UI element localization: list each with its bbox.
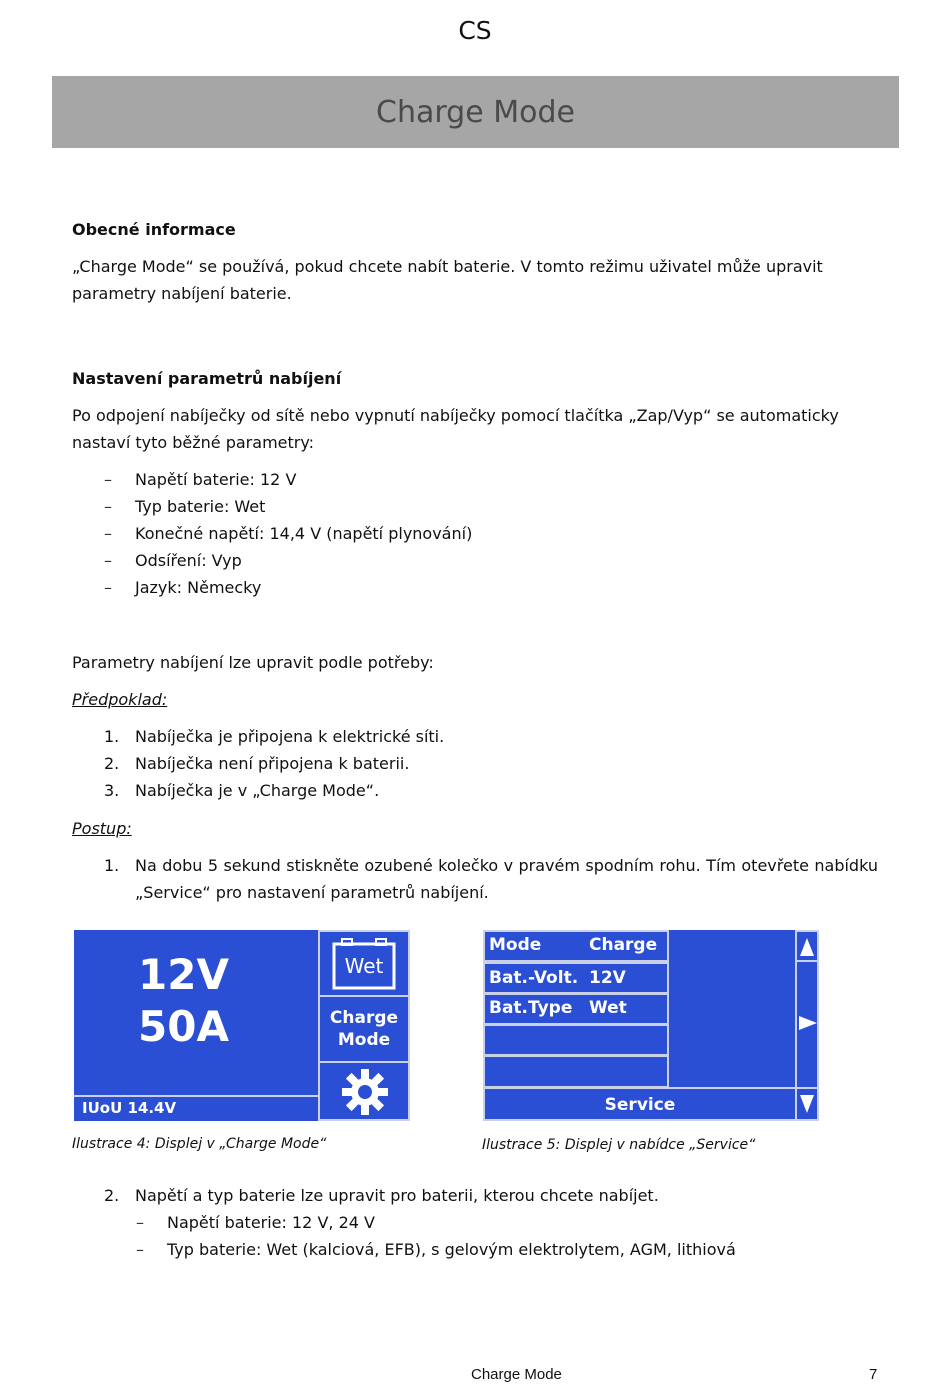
adjust-text: Parametry nabíjení lze upravit podle potřeby: [72,653,434,672]
arrow-right-icon[interactable] [799,1016,817,1030]
list-number: 1. [104,856,120,875]
list-item: Nabíječka není připojena k baterii. [135,754,410,773]
charge-curve-status: IUoU 14.4V [82,1099,177,1117]
menu-row[interactable] [483,962,669,994]
voltage-readout: 12V [138,950,229,999]
figure-caption-4: Ilustrace 4: Displej v „Charge Mode“ [72,1136,327,1152]
list-item: Jazyk: Německy [135,578,262,597]
general-text: „Charge Mode“ se používá, pokud chcete nabít baterie. V tomto režimu uživatel může upravit parametry nabíjení baterie. [72,257,823,303]
page-number: 7 [869,1366,878,1383]
params-heading: Nastavení parametrů nabíjení [72,369,342,388]
menu-row-value: 12V [589,968,626,988]
charge-mode-label-2: Mode [337,1030,391,1050]
charge-mode-tile[interactable] [318,995,410,1063]
list-item: Odsíření: Vyp [135,551,242,570]
battery-type-tile[interactable] [318,930,410,997]
step1-text: Na dobu 5 sekund stiskněte ozubené kolečko v pravém spodním rohu. Tím otevřete nabídku „Service“ pro nastavení parametrů nabíjení. [135,856,878,902]
menu-row-label: Bat.-Volt. [489,968,579,988]
service-label: Service [604,1095,676,1115]
procedure-label: Postup: [72,819,132,838]
menu-row-empty[interactable] [483,1024,669,1056]
scroll-up-button[interactable] [795,930,819,962]
dash-bullet: – [104,497,112,516]
step2-text: Napětí a typ baterie lze upravit pro baterii, kterou chcete nabíjet. [135,1186,659,1205]
arrow-up-icon [800,938,814,956]
gear-icon [340,1067,390,1117]
menu-row-value: Charge [589,935,658,955]
settings-gear-button[interactable] [318,1061,410,1121]
current-readout: 50A [138,1002,229,1051]
service-bar [483,1087,797,1121]
language-code: CS [458,16,492,45]
page-title: Charge Mode [376,94,575,130]
menu-row[interactable] [483,930,669,962]
footer-title: Charge Mode [471,1366,562,1383]
list-number: 2. [104,754,120,773]
menu-row-label: Bat.Type [489,998,573,1018]
dash-bullet: – [136,1213,144,1232]
menu-row-value: Wet [589,998,627,1018]
list-item: Konečné napětí: 14,4 V (napětí plynování) [135,524,473,543]
display-service-menu [483,930,819,1121]
params-intro: Po odpojení nabíječky od sítě nebo vypnutí nabíječky pomocí tlačítka „Zap/Vyp“ se automaticky nastaví tyto běžné parametry: [72,406,839,452]
menu-row[interactable] [483,993,669,1025]
list-item: Napětí baterie: 12 V [135,470,297,489]
list-number: 1. [104,727,120,746]
scroll-down-button[interactable] [795,1087,819,1121]
battery-type-label: Wet [344,954,384,978]
dash-bullet: – [104,551,112,570]
list-item: Napětí baterie: 12 V, 24 V [167,1213,375,1232]
list-number: 2. [104,1186,120,1205]
dash-bullet: – [104,524,112,543]
general-heading: Obecné informace [72,220,236,239]
list-item: Typ baterie: Wet [135,497,266,516]
list-item: Nabíječka je v „Charge Mode“. [135,781,380,800]
charge-mode-label-1: Charge [329,1008,399,1028]
menu-row-label: Mode [489,935,542,955]
arrow-down-icon [800,1095,814,1113]
divider [74,1095,318,1097]
menu-row-empty[interactable] [483,1055,669,1088]
dash-bullet: – [104,578,112,597]
display-charge-mode [74,930,410,1121]
section-banner [52,76,899,148]
list-item: Typ baterie: Wet (kalciová, EFB), s gelovým elektrolytem, AGM, lithiová [167,1240,736,1259]
dash-bullet: – [104,470,112,489]
dash-bullet: – [136,1240,144,1259]
figure-caption-5: Ilustrace 5: Displej v nabídce „Service“ [482,1137,756,1153]
prereq-label: Předpoklad: [72,690,168,709]
list-number: 3. [104,781,120,800]
list-item: Nabíječka je připojena k elektrické síti. [135,727,445,746]
